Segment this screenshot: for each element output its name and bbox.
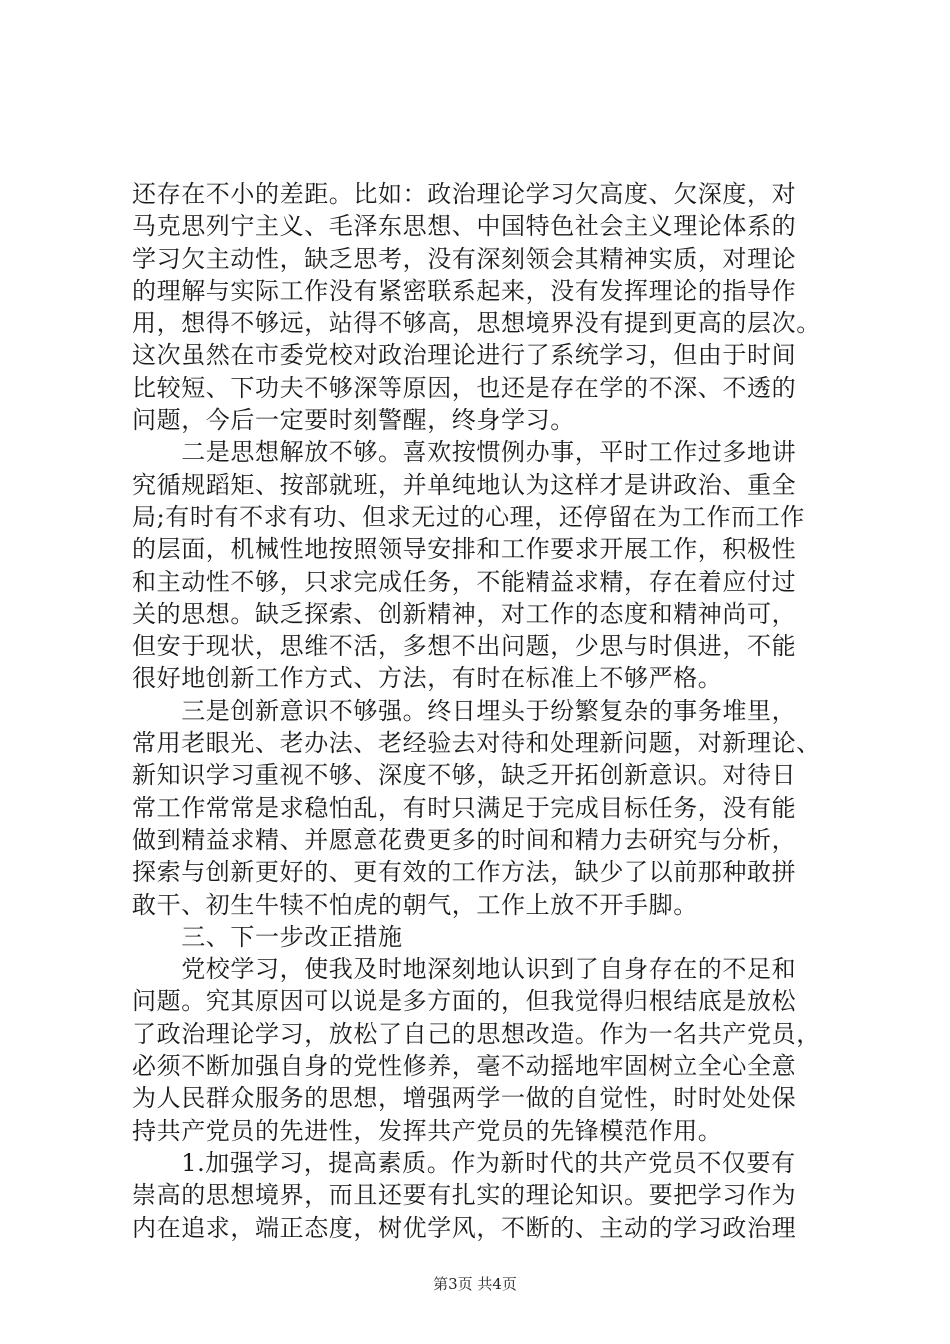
body-text xyxy=(132,178,832,1244)
text-line: 探索与创新更好的、更有效的工作方法，缺少了以前那种敢拼 xyxy=(132,858,797,887)
text-line: 但安于现状，思维不活，多想不出问题，少思与时俱进，不能 xyxy=(132,632,797,661)
text-line: 三、下一步改正措施 xyxy=(132,922,403,951)
text-line: 问题，今后一定要时刻警醒，终身学习。 xyxy=(132,406,575,435)
text-line: 敢干、初生牛犊不怕虎的朝气，工作上放不开手脚。 xyxy=(132,890,698,919)
text-line: 新知识学习重视不够、深度不够，缺乏开拓创新意识。对待日 xyxy=(132,761,797,790)
text-line: 用，想得不够远，站得不够高，思想境界没有提到更高的层次。 xyxy=(132,309,821,338)
page-footer: 第3页 共4页 xyxy=(433,1275,517,1293)
text-line: 和主动性不够，只求完成任务，不能精益求精，存在着应付过 xyxy=(132,567,797,596)
text-line: 崇高的思想境界，而且还要有扎实的理论知识。要把学习作为 xyxy=(132,1181,797,1210)
text-line: 三是创新意识不够强。终日埋头于纷繁复杂的事务堆里， xyxy=(132,696,797,725)
text-line: 内在追求，端正态度，树优学风，不断的、主动的学习政治理 xyxy=(132,1213,797,1242)
text-line: 比较短、下功夫不够深等原因，也还是存在学的不深、不透的 xyxy=(132,373,797,402)
text-line: 党校学习，使我及时地深刻地认识到了自身存在的不足和 xyxy=(132,955,797,984)
text-line: 的层面，机械性地按照领导安排和工作要求开展工作，积极性 xyxy=(132,535,797,564)
text-line: 马克思列宁主义、毛泽东思想、中国特色社会主义理论体系的 xyxy=(132,212,797,241)
text-line: 1.加强学习，提高素质。作为新时代的共产党员不仅要有 xyxy=(132,1148,796,1177)
text-line: 必须不断加强自身的党性修养，毫不动摇地牢固树立全心全意 xyxy=(132,1052,797,1081)
text-line: 究循规蹈矩、按部就班，并单纯地认为这样才是讲政治、重全 xyxy=(132,470,797,499)
text-line: 常用老眼光、老办法、老经验去对待和处理新问题，对新理论、 xyxy=(132,729,821,758)
text-line: 局;有时有不求有功、但求无过的心理，还停留在为工作而工作 xyxy=(132,502,805,531)
text-line: 了政治理论学习，放松了自己的思想改造。作为一名共产党员， xyxy=(132,1019,821,1048)
text-line: 学习欠主动性，缺乏思考，没有深刻领会其精神实质，对理论 xyxy=(132,244,797,273)
text-line: 很好地创新工作方式、方法，有时在标准上不够严格。 xyxy=(132,664,723,693)
text-line: 做到精益求精、并愿意花费更多的时间和精力去研究与分析， xyxy=(132,825,797,854)
text-line: 持共产党员的先进性，发挥共产党员的先锋模范作用。 xyxy=(132,1116,723,1145)
text-line: 为人民群众服务的思想，增强两学一做的自觉性，时时处处保 xyxy=(132,1084,797,1113)
text-line: 这次虽然在市委党校对政治理论进行了系统学习，但由于时间 xyxy=(132,341,797,370)
text-line: 二是思想解放不够。喜欢按惯例办事，平时工作过多地讲 xyxy=(132,438,797,467)
text-line: 问题。究其原因可以说是多方面的，但我觉得归根结底是放松 xyxy=(132,987,797,1016)
text-line: 常工作常常是求稳怕乱，有时只满足于完成目标任务，没有能 xyxy=(132,793,797,822)
text-line: 关的思想。缺乏探索、创新精神，对工作的态度和精神尚可， xyxy=(132,599,797,628)
text-line: 的理解与实际工作没有紧密联系起来，没有发挥理论的指导作 xyxy=(132,276,797,305)
text-line: 还存在不小的差距。比如：政治理论学习欠高度、欠深度，对 xyxy=(132,180,797,208)
